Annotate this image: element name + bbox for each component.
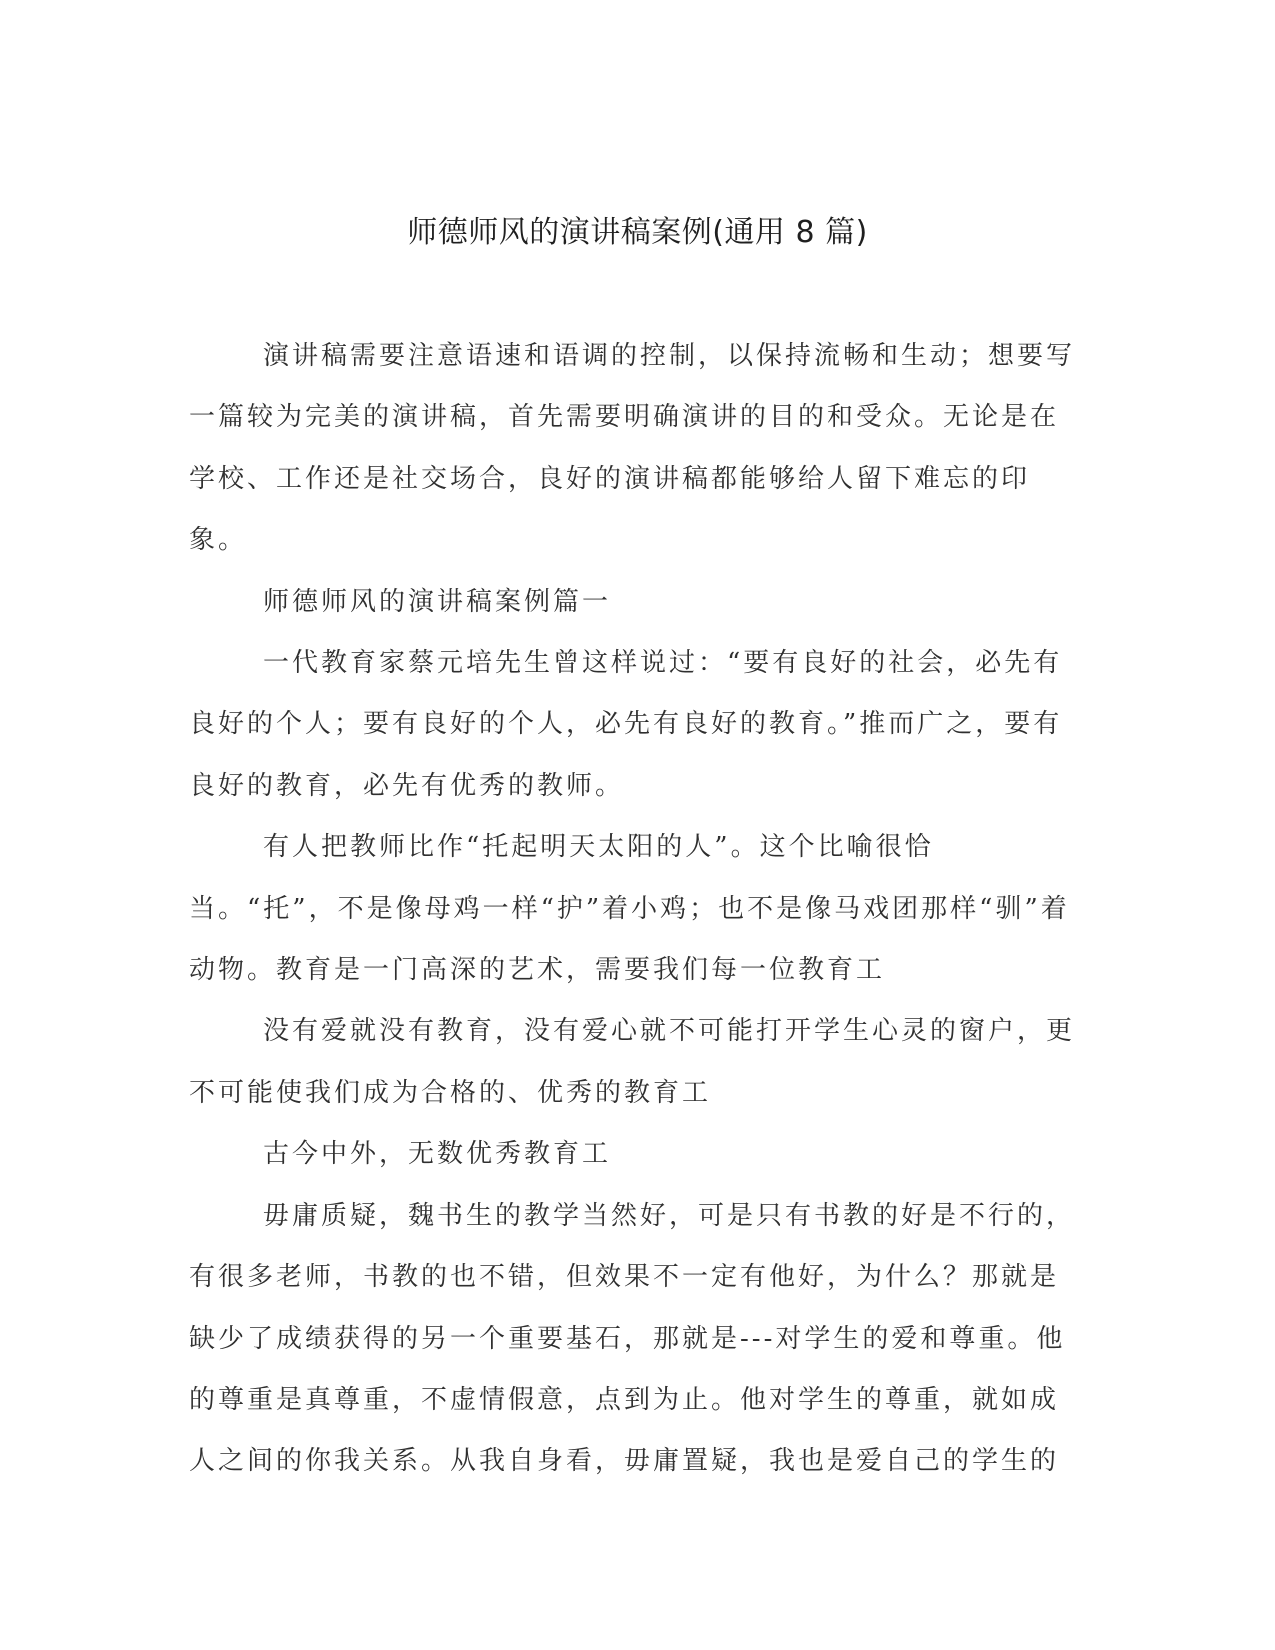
document-body bbox=[189, 326, 1079, 1493]
paragraph: 有人把教师比作“托起明天太阳的人”。这个比喻很恰当。“托”，不是像母鸡一样“护”着小鸡；也不是像马戏团那样“驯”着动物。教育是一门高深的艺术，需要我们每一位教育工 bbox=[189, 832, 1070, 986]
document-title: 师德师风的演讲稿案例(通用 8 篇) bbox=[407, 215, 868, 250]
paragraph: 古今中外，无数优秀教育工 bbox=[263, 1139, 612, 1170]
paragraph: 毋庸质疑，魏书生的教学当然好，可是只有书教的好是不行的，有很多老师，书教的也不错，但效果不一定有他好，为什么？那就是缺少了成绩获得的另一个重要基石，那就是---对学生的爱和尊重。他的尊重是真尊重，不虚情假意，点到为止。他对学生的尊重，就如成人之间的你我关系。从我自身看，毋庸置疑，我也是爱自己的学生的 bbox=[189, 1200, 1076, 1477]
paragraph: 一代教育家蔡元培先生曾这样说过：“要有良好的社会，必先有良好的个人；要有良好的个人，必先有良好的教育。”推而广之，要有良好的教育，必先有优秀的教师。 bbox=[189, 648, 1063, 801]
paragraph: 没有爱就没有教育，没有爱心就不可能打开学生心灵的窗户，更不可能使我们成为合格的、优秀的教育工 bbox=[189, 1016, 1076, 1108]
paragraph-intro: 演讲稿需要注意语速和语调的控制，以保持流畅和生动；想要写一篇较为完美的演讲稿，首先需要明确演讲的目的和受众。无论是在学校、工作还是社交场合，良好的演讲稿都能够给人留下难忘的印象。 bbox=[189, 341, 1076, 556]
section-heading: 师德师风的演讲稿案例篇一 bbox=[263, 586, 612, 617]
